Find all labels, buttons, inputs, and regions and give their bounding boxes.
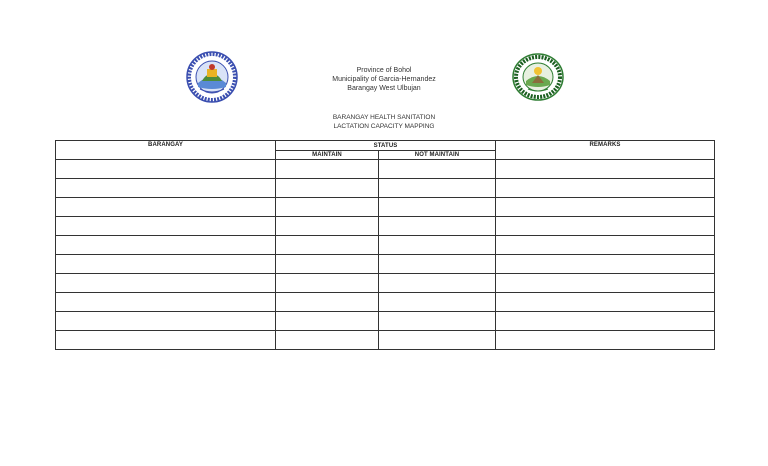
remarks-cell[interactable]: [496, 312, 715, 331]
not-maintain-cell[interactable]: [379, 274, 496, 293]
not-maintain-cell[interactable]: [379, 198, 496, 217]
barangay-cell[interactable]: [56, 198, 276, 217]
table-row: [56, 312, 715, 331]
not-maintain-cell[interactable]: [379, 236, 496, 255]
barangay-cell[interactable]: [56, 160, 276, 179]
remarks-cell[interactable]: [496, 217, 715, 236]
table-row: [56, 160, 715, 179]
not-maintain-cell[interactable]: [379, 217, 496, 236]
maintain-cell[interactable]: [276, 312, 379, 331]
title-line-1: BARANGAY HEALTH SANITATION: [332, 114, 436, 121]
province-label: Province of Bohol: [356, 67, 412, 74]
not-maintain-cell[interactable]: [379, 255, 496, 274]
not-maintain-cell[interactable]: [379, 293, 496, 312]
table-row: [56, 179, 715, 198]
maintain-cell[interactable]: [276, 198, 379, 217]
barangay-cell[interactable]: [56, 179, 276, 198]
status-column-header: STATUS: [276, 141, 496, 151]
remarks-cell[interactable]: [496, 331, 715, 350]
remarks-cell[interactable]: [496, 255, 715, 274]
barangay-column-header: BARANGAY: [56, 141, 276, 160]
remarks-cell[interactable]: [496, 198, 715, 217]
maintain-cell[interactable]: [276, 160, 379, 179]
maintain-cell[interactable]: [276, 179, 379, 198]
maintain-cell[interactable]: [276, 236, 379, 255]
mapping-table: [55, 140, 715, 350]
remarks-cell[interactable]: [496, 179, 715, 198]
maintain-cell[interactable]: [276, 255, 379, 274]
not-maintain-cell[interactable]: [379, 179, 496, 198]
document-header: [284, 66, 484, 93]
table-body: [56, 160, 715, 350]
table-row: [56, 236, 715, 255]
remarks-cell[interactable]: [496, 293, 715, 312]
maintain-cell[interactable]: [276, 331, 379, 350]
table-row: [56, 255, 715, 274]
not-maintain-column-header: NOT MAINTAIN: [379, 151, 496, 160]
barangay-cell[interactable]: [56, 236, 276, 255]
table-row: [56, 217, 715, 236]
barangay-cell[interactable]: [56, 331, 276, 350]
sangguniang-seal-icon: [512, 53, 564, 101]
barangay-cell[interactable]: [56, 217, 276, 236]
maintain-cell[interactable]: [276, 293, 379, 312]
barangay-seal-icon: [186, 51, 238, 103]
municipality-label: Municipality of Garcia-Hernandez: [332, 76, 436, 83]
not-maintain-cell[interactable]: [379, 160, 496, 179]
barangay-cell[interactable]: [56, 255, 276, 274]
remarks-cell[interactable]: [496, 160, 715, 179]
table-row: [56, 198, 715, 217]
maintain-cell[interactable]: [276, 217, 379, 236]
not-maintain-cell[interactable]: [379, 331, 496, 350]
table-row: [56, 274, 715, 293]
barangay-cell[interactable]: [56, 312, 276, 331]
maintain-column-header: MAINTAIN: [276, 151, 379, 160]
barangay-label: Barangay West Ulbujan: [347, 85, 421, 92]
table-row: [56, 293, 715, 312]
title-line-2: LACTATION CAPACITY MAPPING: [333, 123, 435, 130]
barangay-cell[interactable]: [56, 293, 276, 312]
maintain-cell[interactable]: [276, 274, 379, 293]
barangay-cell[interactable]: [56, 274, 276, 293]
document-title: [284, 113, 484, 131]
remarks-cell[interactable]: [496, 236, 715, 255]
not-maintain-cell[interactable]: [379, 312, 496, 331]
remarks-cell[interactable]: [496, 274, 715, 293]
table-row: [56, 331, 715, 350]
remarks-column-header: REMARKS: [496, 141, 715, 160]
